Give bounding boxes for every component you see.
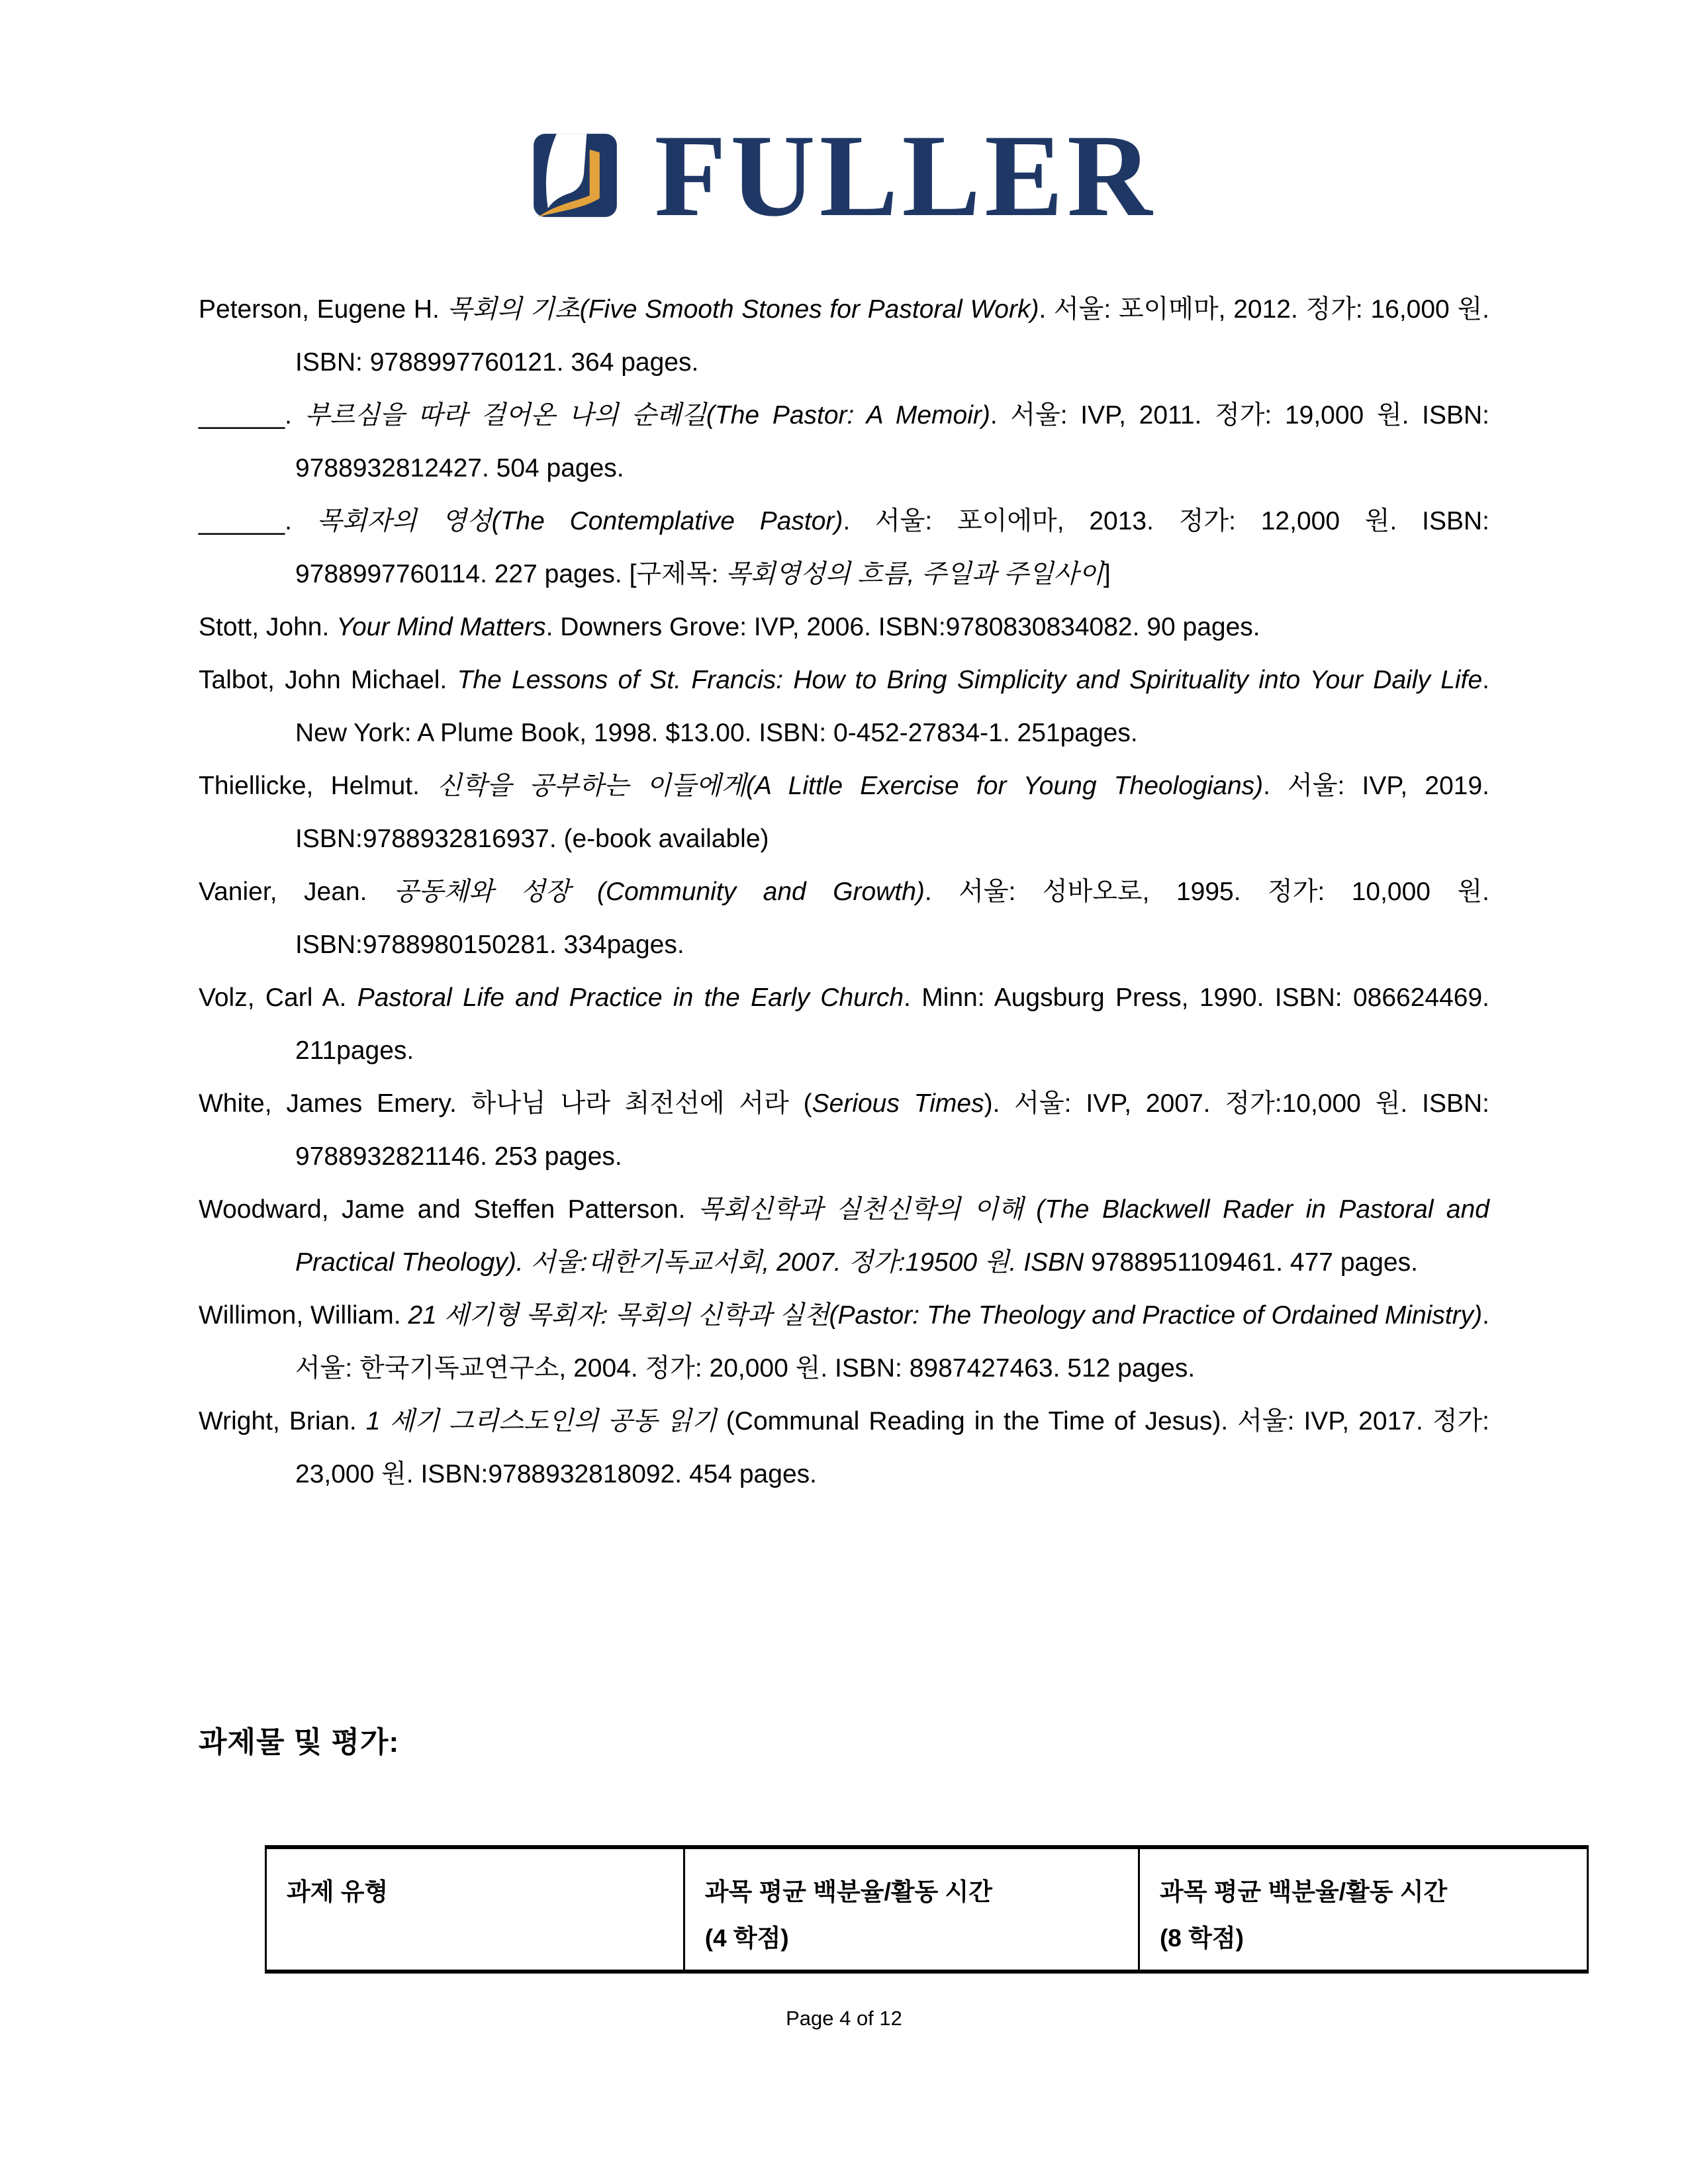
bibliography-entry: [199, 654, 1489, 760]
bibliography-title-segment: Pastoral Life and Practice in the Early Church: [357, 983, 904, 1012]
bibliography-title-segment: 목회신학과 실천신학의 이해 (The Blackwell Rader in Pastoral and Practical Theology). 서울:대한기독교서회, 2007. 정가:19500 원. ISBN: [295, 1195, 1489, 1277]
bibliography-entry: [199, 1183, 1489, 1289]
bibliography-text-segment: Talbot, John Michael.: [199, 666, 457, 694]
bibliography-title-segment: 목회의 기초(Five Smooth Stones for Pastoral Work): [447, 295, 1039, 324]
bibliography-text-segment: ). 서울: IVP, 2007. 정가:10,000 원. ISBN: 9788932821146. 253 pages.: [295, 1089, 1490, 1171]
fuller-logo: [0, 109, 1688, 241]
bibliography-text-segment: . 서울: 포이에마, 2013. 정가: 12,000 원. ISBN: 9788997760114. 227 pages. [구제목:: [295, 507, 1489, 588]
bibliography-entry: [199, 760, 1489, 866]
bibliography-text-segment: . 서울: IVP, 2019. ISBN:9788932816937. (e-book available): [295, 772, 1489, 853]
bibliography-title-segment: 목회자의 영성(The Contemplative Pastor): [316, 507, 843, 535]
bibliography-title-segment: The Lessons of St. Francis: How to Bring Simplicity and Spirituality into Your Daily Life: [457, 666, 1483, 694]
bibliography-text-segment: Vanier, Jean.: [199, 878, 394, 906]
bibliography-entry: [199, 495, 1489, 601]
table-header-row: [266, 1847, 1588, 1972]
bibliography-text-segment: . Downers Grove: IVP, 2006. ISBN:9780830834082. 90 pages.: [545, 613, 1260, 641]
bibliography-text-segment: ______.: [199, 401, 305, 430]
bibliography-title-segment: 공동체와 성장 (Community and Growth): [393, 878, 925, 906]
bibliography-text-segment: 9788951109461. 477 pages.: [1084, 1248, 1418, 1277]
bibliography-title-segment: Serious Times: [812, 1089, 984, 1118]
bibliography-text-segment: (Communal Reading in the Time of Jesus). 서울: IVP, 2017. 정가: 23,000 원. ISBN:9788932818092. 454 pages.: [295, 1407, 1490, 1488]
bibliography-title-segment: 21 세기형 목회자: 목회의 신학과 실천(Pastor: The Theology and Practice of Ordained Ministry): [408, 1301, 1483, 1330]
bibliography-text-segment: . 서울: 성바오로, 1995. 정가: 10,000 원. ISBN:9788980150281. 334pages.: [295, 878, 1489, 959]
bibliography-title-segment: 1 세기 그리스도인의 공동 읽기: [365, 1407, 717, 1435]
bibliography-entry: [199, 1289, 1489, 1395]
bibliography-entry: [199, 1395, 1489, 1501]
bibliography-text-segment: White, James Emery. 하나님 나라 최전선에 서라 (: [199, 1089, 812, 1118]
bibliography-text-segment: . New York: A Plume Book, 1998. $13.00. ISBN: 0-452-27834-1. 251pages.: [295, 666, 1490, 747]
header-line-2: (4 학점): [704, 1925, 789, 1952]
page-footer: [0, 2007, 1688, 2030]
bibliography-text-segment: Thiellicke, Helmut.: [199, 772, 438, 800]
fuller-logo-text: FULLER: [654, 109, 1156, 241]
table-header-cell-4-credits: [684, 1847, 1139, 1972]
header-line-1: 과목 평균 백분율/활동 시간: [704, 1878, 993, 1905]
header-line-2: (8 학점): [1159, 1925, 1244, 1952]
bibliography-text-segment: . 서울: 포이메마, 2012. 정가: 16,000 원. ISBN: 9788997760121. 364 pages.: [295, 295, 1489, 377]
bibliography-entry: [199, 601, 1489, 654]
bibliography-text-segment: Peterson, Eugene H.: [199, 295, 447, 324]
bibliography-text-segment: . 서울: IVP, 2011. 정가: 19,000 원. ISBN: 9788932812427. 504 pages.: [295, 401, 1490, 482]
bibliography-title-segment: 목회영성의 흐름, 주일과 주일사이: [726, 560, 1103, 588]
header-line-1: 과목 평균 백분율/활동 시간: [1159, 1878, 1448, 1905]
open-book-logo-icon: [532, 132, 618, 218]
bibliography-text-segment: Wright, Brian.: [199, 1407, 366, 1435]
bibliography-text-segment: ]: [1103, 560, 1111, 588]
bibliography-text-segment: Stott, John.: [199, 613, 337, 641]
table-header-cell-assignment-type: [266, 1847, 684, 1972]
section-heading: 과제물 및 평가:: [199, 1726, 400, 1758]
bibliography-text-segment: Woodward, Jame and Steffen Patterson.: [199, 1195, 698, 1224]
bibliography-text-segment: . Minn: Augsburg Press, 1990. ISBN: 086624469. 211pages.: [295, 983, 1489, 1065]
bibliography-entry: [199, 972, 1489, 1077]
bibliography-entry: [199, 866, 1489, 972]
bibliography-entry: [199, 1077, 1489, 1183]
bibliography-list: [199, 283, 1489, 1501]
page-number: Page 4 of 12: [786, 2007, 902, 2030]
bibliography-title-segment: 부르심을 따라 걸어온 나의 순례길(The Pastor: A Memoir): [305, 401, 990, 430]
bibliography-text-segment: Willimon, William.: [199, 1301, 408, 1330]
bibliography-title-segment: Your Mind Matters: [336, 613, 546, 641]
table-header-cell-8-credits: [1139, 1847, 1587, 1972]
bibliography-text-segment: Volz, Carl A.: [199, 983, 357, 1012]
bibliography-title-segment: 신학을 공부하는 이들에게(A Little Exercise for Young Theologians): [437, 772, 1264, 800]
bibliography-text-segment: ______.: [199, 507, 317, 535]
bibliography-entry: [199, 389, 1489, 495]
bibliography-text-segment: . 서울: 한국기독교연구소, 2004. 정가: 20,000 원. ISBN: 8987427463. 512 pages.: [295, 1301, 1489, 1383]
bibliography-entry: [199, 283, 1489, 389]
assignments-table: [265, 1845, 1589, 1974]
header-line-1: 과제 유형: [287, 1878, 389, 1905]
